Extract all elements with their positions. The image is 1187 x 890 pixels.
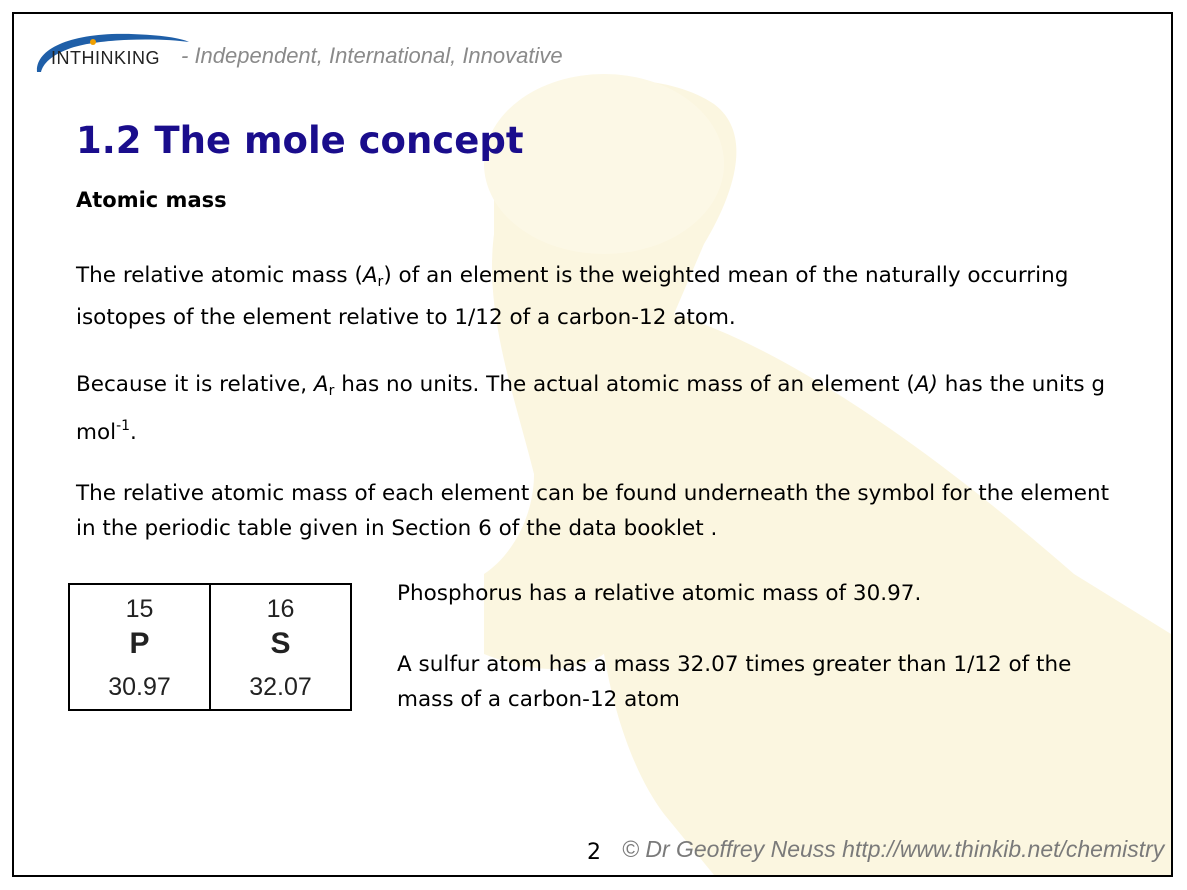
atomic-number: 16 — [266, 595, 295, 623]
page-title: 1.2 The mole concept — [76, 119, 524, 162]
element-cell-sulfur — [209, 585, 350, 709]
paragraph-units: Because it is relative, $A_r$ has no units. The actual atomic mass of an element (A) has the units g mol$^{-1}$. — [76, 372, 1106, 445]
copyright-footer: © Dr Geoffrey Neuss http://www.thinkib.net/chemistry — [622, 836, 1165, 862]
logo-text: INTHINKING — [51, 48, 161, 68]
relative-atomic-mass: 32.07 — [249, 673, 312, 701]
phosphorus-note: Phosphorus has a relative atomic mass of 30.97. — [397, 581, 922, 606]
paragraph-periodic-table: The relative atomic mass of each element can be found underneath the symbol for the element in the periodic table given in Section 6 of the data booklet . — [76, 481, 1110, 541]
paragraph-relative-atomic-mass: The relative atomic mass $(A_r)$ of an element is the weighted mean of the naturally occurring isotopes of the element relative to 1/12 of a carbon-12 atom. — [76, 263, 1069, 330]
slide — [12, 12, 1173, 877]
periodic-table-excerpt — [68, 583, 352, 711]
section-subheading: Atomic mass — [76, 188, 227, 212]
atomic-number: 15 — [125, 595, 154, 623]
page-number: 2 — [587, 840, 601, 865]
sulfur-note: A sulfur atom has a mass 32.07 times greater than 1/12 of the mass of a carbon-12 atom — [397, 652, 1072, 712]
relative-atomic-mass: 30.97 — [108, 673, 171, 701]
element-symbol: P — [129, 627, 150, 660]
tagline: - Independent, International, Innovative — [181, 43, 563, 68]
element-symbol: S — [270, 627, 291, 660]
element-cell-phosphorus — [70, 585, 209, 709]
